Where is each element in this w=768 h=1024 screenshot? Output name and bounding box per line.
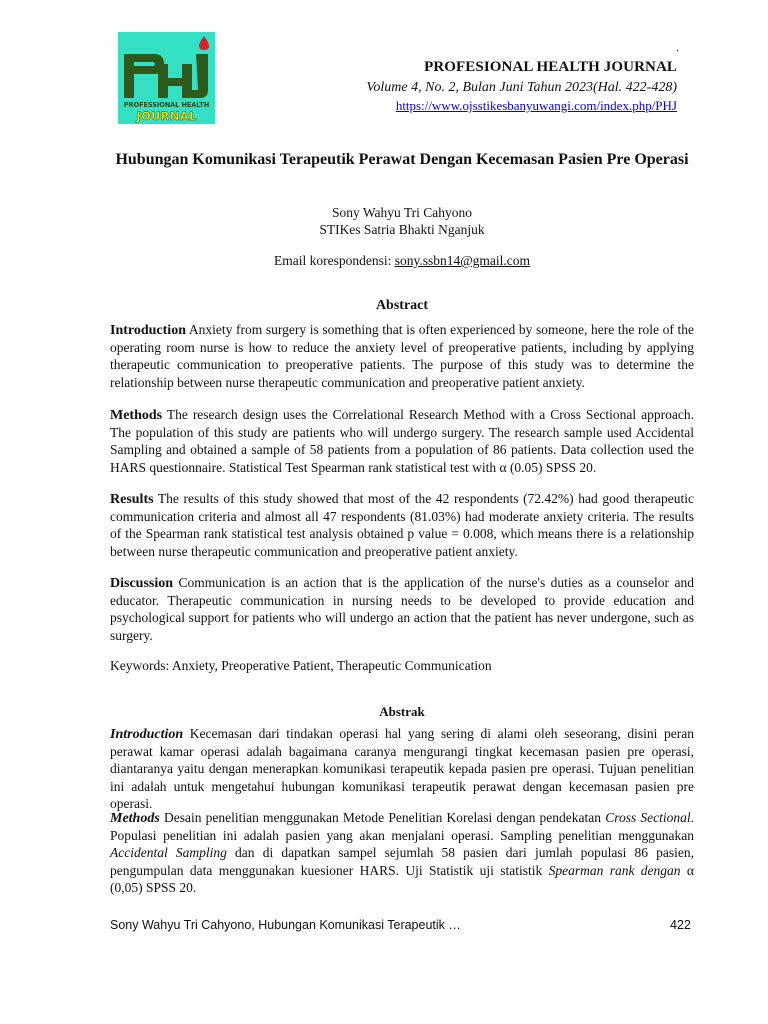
- keywords: Keywords: Anxiety, Preoperative Patient, Therapeutic Communication: [110, 658, 492, 673]
- logo-text-line1: PROFESSIONAL HEALTH: [123, 101, 210, 109]
- email-label: Email korespondensi:: [273, 253, 395, 268]
- discussion-label: Discussion: [110, 576, 174, 591]
- abstract-methods: [110, 406, 694, 476]
- journal-url-link[interactable]: https://www.ojsstikesbanyuwangi.com/index.php/PHJ: [395, 98, 677, 113]
- email-address-link[interactable]: sony.ssbn14@gmail.com: [394, 253, 531, 268]
- abstract-results: [110, 490, 694, 560]
- journal-name: PROFESIONAL HEALTH JOURNAL: [424, 59, 677, 75]
- journal-logo: [118, 32, 215, 124]
- introduction-text: Anxiety from surgery is something that is often experienced by someone, here the role of the operating room nurse is how to reduce the anxiety level of preoperative patients, including by applying therapeutic communication to preoperative patients. The purpose of this study was to determine the relationship between nurse therapeutic communication and preoperative patient anxiety.: [110, 322, 694, 390]
- abstrak-methods-text-1: Desain penelitian menggunakan Metode Penelitian Korelasi dengan pendekatan: [159, 810, 606, 825]
- results-text: The results of this study showed that most of the 42 respondents (72.42%) had good therapeutic communication criteria and almost all 47 respondents (81.03%) had moderate anxiety criteria. The results of the Spearman rank statistical test analysis obtained p value = 0.008, which means there is a relationship between nurse therapeutic communication and preoperative patient anxiety.: [110, 491, 694, 559]
- abstrak-introduction-text: Kecemasan dari tindakan operasi hal yang sering di alami oleh seseorang, disini peran perawat kamar operasi adalah bagaimana caranya mengurangi tingkat kecemasan pasien pre operasi, diantaranya yaitu dengan menerapkan komunikasi terapeutik kepada pasien pre operasi. Tujuan penelitian ini adalah untuk mengetahui hubungan komunikasi terapeutik perawat dengan kecemasan pasien pre operasi.: [110, 726, 694, 811]
- running-head: Sony Wahyu Tri Cahyono, Hubungan Komunikasi Terapeutik …: [110, 918, 461, 932]
- abstract-heading: Abstract: [375, 298, 429, 313]
- abstrak-methods-italic-1: Cross Sectional: [605, 810, 691, 825]
- page-number: 422: [670, 918, 691, 932]
- abstrak-methods-text-4: α (0,05) SPSS 20.: [110, 862, 694, 895]
- abstrak-methods: [110, 809, 694, 896]
- abstrak-methods-text-3: dan di dapatkan sampel sejumlah 58 pasien dari jumlah populasi 86 pasien, pengumpulan data menggunakan kuesioner HARS. Uji Statistik uji statistik: [110, 845, 695, 878]
- abstrak-introduction-label: Introduction: [110, 727, 184, 742]
- introduction-label: Introduction: [110, 323, 186, 338]
- abstrak-introduction: [110, 725, 694, 812]
- header-dot: .: [676, 40, 679, 54]
- author-name: Sony Wahyu Tri Cahyono: [331, 205, 473, 220]
- abstrak-heading: Abstrak: [379, 704, 425, 719]
- abstrak-methods-label: Methods: [110, 811, 160, 826]
- journal-volume: Volume 4, No. 2, Bulan Juni Tahun 2023(Hal. 422-428): [366, 80, 677, 95]
- methods-text: The research design uses the Correlational Research Method with a Cross Sectional approach. The population of this study are patients who will undergo surgery. The research sample used Accidental Sampling and obtained a sample of 58 patients from a population of 86 patients. Data collection used the HARS questionnaire. Statistical Test Spearman rank statistical test with α (0.05) SPSS 20.: [110, 407, 694, 475]
- discussion-text: Communication is an action that is the application of the nurse's duties as a counselor and educator. Therapeutic communication in nursing needs to be developed to provide education and psychological support for patients who will undergo an action that the patient has never undergone, such as surgery.: [110, 575, 694, 643]
- abstrak-methods-italic-3: Spearman rank dengan: [548, 862, 681, 878]
- abstrak-methods-italic-2: Accidental Sampling: [110, 845, 227, 861]
- correspondence-email: [0, 253, 768, 269]
- author-affiliation: STIKes Satria Bhakti Nganjuk: [319, 222, 485, 237]
- abstrak-methods-text-2: . Populasi penelitian ini adalah pasien yang akan menjalani operasi. Sampling penelitian menggunakan: [110, 810, 694, 844]
- logo-text-line2: JOURNAL: [136, 109, 197, 123]
- methods-label: Methods: [110, 408, 163, 423]
- article-title: Hubungan Komunikasi Terapeutik Perawat Dengan Kecemasan Pasien Pre Operasi: [115, 151, 689, 168]
- abstract-discussion: [110, 574, 694, 644]
- results-label: Results: [110, 492, 154, 507]
- abstract-introduction: [110, 321, 694, 391]
